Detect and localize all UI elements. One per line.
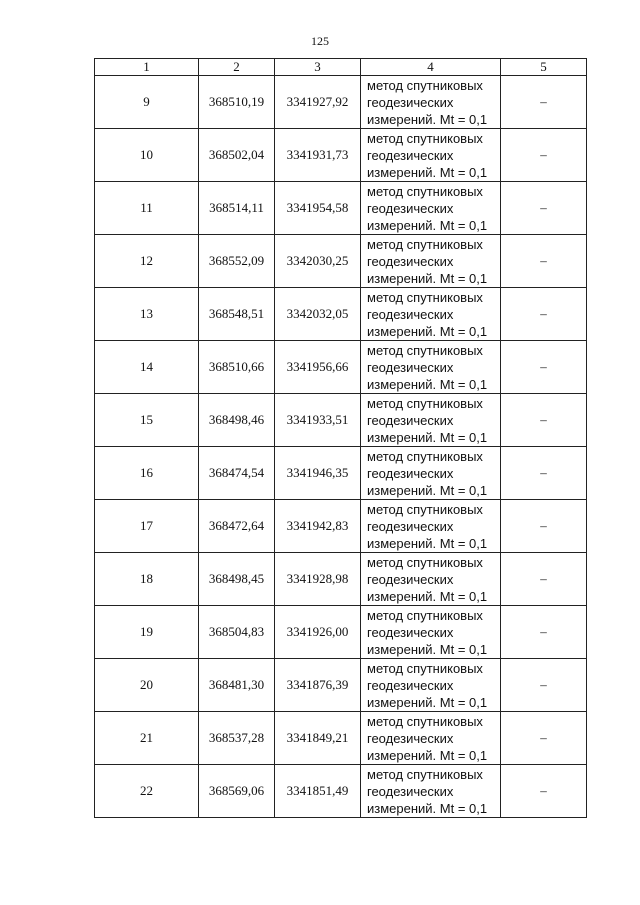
method-line: геодезических <box>367 147 454 163</box>
method-cell <box>361 765 501 818</box>
point-number-cell: 13 <box>95 288 199 341</box>
x-coordinate-cell: 368472,64 <box>199 500 275 553</box>
header-col-5: 5 <box>501 59 587 76</box>
point-number-cell: 19 <box>95 606 199 659</box>
method-line: геодезических <box>367 783 454 799</box>
method-cell <box>361 606 501 659</box>
x-coordinate-cell: 368474,54 <box>199 447 275 500</box>
method-line: измерений. Mt = 0,1 <box>367 694 488 710</box>
column-5-cell: – <box>501 182 587 235</box>
y-coordinate-cell: 3341933,51 <box>275 394 361 447</box>
column-5-cell: – <box>501 712 587 765</box>
point-number-cell: 21 <box>95 712 199 765</box>
method-line: метод спутниковых <box>367 501 483 517</box>
method-line: метод спутниковых <box>367 130 483 146</box>
column-5-cell: – <box>501 765 587 818</box>
column-5-cell: – <box>501 606 587 659</box>
x-coordinate-cell: 368569,06 <box>199 765 275 818</box>
method-line: метод спутниковых <box>367 289 483 305</box>
method-line: измерений. Mt = 0,1 <box>367 641 488 657</box>
table-row <box>95 182 587 235</box>
method-line: измерений. Mt = 0,1 <box>367 535 488 551</box>
header-col-1: 1 <box>95 59 199 76</box>
method-cell <box>361 76 501 129</box>
method-line: метод спутниковых <box>367 342 483 358</box>
method-line: геодезических <box>367 571 454 587</box>
column-5-cell: – <box>501 447 587 500</box>
method-line: измерений. Mt = 0,1 <box>367 270 488 286</box>
table-row <box>95 235 587 288</box>
method-line: метод спутниковых <box>367 607 483 623</box>
point-number-cell: 11 <box>95 182 199 235</box>
y-coordinate-cell: 3341849,21 <box>275 712 361 765</box>
method-line: метод спутниковых <box>367 766 483 782</box>
page-number: 125 <box>311 34 329 48</box>
method-line: измерений. Mt = 0,1 <box>367 747 488 763</box>
table-row <box>95 129 587 182</box>
y-coordinate-cell: 3341928,98 <box>275 553 361 606</box>
method-line: геодезических <box>367 518 454 534</box>
coordinates-table <box>94 58 587 818</box>
method-line: геодезических <box>367 306 454 322</box>
x-coordinate-cell: 368552,09 <box>199 235 275 288</box>
y-coordinate-cell: 3341954,58 <box>275 182 361 235</box>
point-number-cell: 18 <box>95 553 199 606</box>
table-row <box>95 447 587 500</box>
y-coordinate-cell: 3342032,05 <box>275 288 361 341</box>
column-5-cell: – <box>501 341 587 394</box>
column-5-cell: – <box>501 76 587 129</box>
column-5-cell: – <box>501 500 587 553</box>
method-line: геодезических <box>367 200 454 216</box>
method-line: метод спутниковых <box>367 236 483 252</box>
column-5-cell: – <box>501 288 587 341</box>
point-number-cell: 14 <box>95 341 199 394</box>
method-line: геодезических <box>367 465 454 481</box>
column-5-cell: – <box>501 553 587 606</box>
method-cell <box>361 447 501 500</box>
table-body <box>95 76 587 818</box>
point-number-cell: 12 <box>95 235 199 288</box>
table-row <box>95 341 587 394</box>
method-line: метод спутниковых <box>367 77 483 93</box>
column-5-cell: – <box>501 129 587 182</box>
method-line: метод спутниковых <box>367 554 483 570</box>
method-line: метод спутниковых <box>367 183 483 199</box>
method-line: геодезических <box>367 359 454 375</box>
column-5-cell: – <box>501 235 587 288</box>
x-coordinate-cell: 368514,11 <box>199 182 275 235</box>
x-coordinate-cell: 368537,28 <box>199 712 275 765</box>
method-cell <box>361 712 501 765</box>
column-5-cell: – <box>501 394 587 447</box>
method-line: измерений. Mt = 0,1 <box>367 376 488 392</box>
method-line: геодезических <box>367 94 454 110</box>
x-coordinate-cell: 368498,46 <box>199 394 275 447</box>
method-line: измерений. Mt = 0,1 <box>367 482 488 498</box>
method-line: метод спутниковых <box>367 448 483 464</box>
y-coordinate-cell: 3341946,35 <box>275 447 361 500</box>
y-coordinate-cell: 3341942,83 <box>275 500 361 553</box>
y-coordinate-cell: 3342030,25 <box>275 235 361 288</box>
method-cell <box>361 553 501 606</box>
x-coordinate-cell: 368502,04 <box>199 129 275 182</box>
method-cell <box>361 235 501 288</box>
method-line: метод спутниковых <box>367 395 483 411</box>
table-row <box>95 76 587 129</box>
point-number-cell: 9 <box>95 76 199 129</box>
header-col-4: 4 <box>361 59 501 76</box>
method-cell <box>361 182 501 235</box>
method-line: метод спутниковых <box>367 713 483 729</box>
table-row <box>95 500 587 553</box>
table-row <box>95 659 587 712</box>
point-number-cell: 15 <box>95 394 199 447</box>
point-number-cell: 22 <box>95 765 199 818</box>
table-row <box>95 765 587 818</box>
method-line: геодезических <box>367 253 454 269</box>
method-cell <box>361 500 501 553</box>
point-number-cell: 17 <box>95 500 199 553</box>
x-coordinate-cell: 368548,51 <box>199 288 275 341</box>
table-row <box>95 288 587 341</box>
header-col-2: 2 <box>199 59 275 76</box>
method-line: измерений. Mt = 0,1 <box>367 217 488 233</box>
method-line: измерений. Mt = 0,1 <box>367 323 488 339</box>
y-coordinate-cell: 3341927,92 <box>275 76 361 129</box>
header-col-3: 3 <box>275 59 361 76</box>
y-coordinate-cell: 3341931,73 <box>275 129 361 182</box>
x-coordinate-cell: 368498,45 <box>199 553 275 606</box>
method-cell <box>361 659 501 712</box>
table-row <box>95 606 587 659</box>
column-5-cell: – <box>501 659 587 712</box>
method-line: геодезических <box>367 677 454 693</box>
method-line: геодезических <box>367 624 454 640</box>
point-number-cell: 20 <box>95 659 199 712</box>
method-line: измерений. Mt = 0,1 <box>367 111 488 127</box>
method-line: измерений. Mt = 0,1 <box>367 164 488 180</box>
x-coordinate-cell: 368481,30 <box>199 659 275 712</box>
method-line: измерений. Mt = 0,1 <box>367 800 488 816</box>
table-row <box>95 394 587 447</box>
method-line: измерений. Mt = 0,1 <box>367 588 488 604</box>
y-coordinate-cell: 3341876,39 <box>275 659 361 712</box>
table-row <box>95 553 587 606</box>
table-header-row <box>95 59 587 76</box>
point-number-cell: 10 <box>95 129 199 182</box>
method-line: геодезических <box>367 730 454 746</box>
x-coordinate-cell: 368510,66 <box>199 341 275 394</box>
y-coordinate-cell: 3341956,66 <box>275 341 361 394</box>
table-row <box>95 712 587 765</box>
method-line: метод спутниковых <box>367 660 483 676</box>
method-cell <box>361 129 501 182</box>
point-number-cell: 16 <box>95 447 199 500</box>
y-coordinate-cell: 3341851,49 <box>275 765 361 818</box>
x-coordinate-cell: 368504,83 <box>199 606 275 659</box>
x-coordinate-cell: 368510,19 <box>199 76 275 129</box>
y-coordinate-cell: 3341926,00 <box>275 606 361 659</box>
method-cell <box>361 394 501 447</box>
method-line: измерений. Mt = 0,1 <box>367 429 488 445</box>
method-line: геодезических <box>367 412 454 428</box>
method-cell <box>361 288 501 341</box>
method-cell <box>361 341 501 394</box>
